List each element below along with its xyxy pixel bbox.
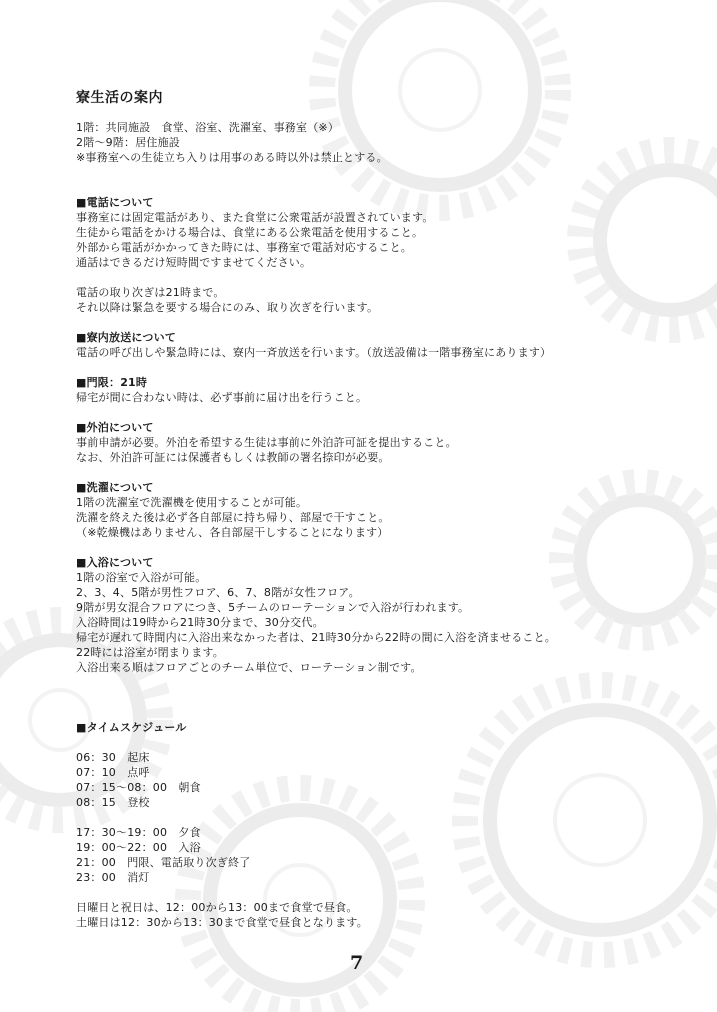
guide-section bbox=[76, 825, 686, 885]
page-title: 寮生活の案内 bbox=[76, 90, 163, 106]
section-heading: ■寮内放送について bbox=[76, 331, 176, 344]
blank-line bbox=[76, 465, 686, 480]
text-line: 帰宅が遅れて時間内に入浴出来なかった者は、21時30分から22時の間に入浴を済ませること。 bbox=[76, 631, 556, 644]
text-line: 事前申請が必要。外泊を希望する生徒は事前に外泊許可証を提出すること。 bbox=[76, 436, 457, 449]
text-line: 1階：共同施設 食堂、浴室、洗濯室、事務室（※） bbox=[76, 121, 340, 134]
text-line: 電話の取り次ぎは21時まで。 bbox=[76, 286, 225, 299]
text-line: 電話の呼び出しや緊急時には、寮内一斉放送を行います。（放送設備は一階事務室にあります） bbox=[76, 346, 552, 359]
text-line: 外部から電話がかかってきた時には、事務室で電話対応すること。 bbox=[76, 241, 412, 254]
blank-line bbox=[76, 540, 686, 555]
text-line: ※事務室への生徒立ち入りは用事のある時以外は禁止とする。 bbox=[76, 151, 388, 164]
guide-section bbox=[76, 750, 686, 810]
text-line: 07：10 点呼 bbox=[76, 766, 150, 779]
section-heading: ■洗濯について bbox=[76, 481, 154, 494]
blank-line bbox=[76, 885, 686, 900]
text-line: 9階が男女混合フロアにつき、5チームのローテーションで入浴が行われます。 bbox=[76, 601, 470, 614]
text-line: （※乾燥機はありません、各自部屋干しすることになります） bbox=[76, 526, 389, 539]
text-line: 1階の浴室で入浴が可能。 bbox=[76, 571, 207, 584]
guide-section bbox=[76, 480, 686, 540]
blank-line bbox=[76, 675, 686, 690]
text-line: 2階～9階：居住施設 bbox=[76, 136, 180, 149]
guide-content bbox=[76, 120, 686, 930]
guide-section bbox=[76, 555, 686, 675]
text-line: 土曜日は12：30から13：30まで食堂で昼食となります。 bbox=[76, 916, 368, 929]
text-line: 2、3、4、5階が男性フロア、6、7、8階が女性フロア。 bbox=[76, 586, 360, 599]
blank-line bbox=[76, 405, 686, 420]
guide-section bbox=[76, 375, 686, 405]
text-line: それ以降は緊急を要する場合にのみ、取り次ぎを行います。 bbox=[76, 301, 379, 314]
section-heading: ■電話について bbox=[76, 196, 154, 209]
text-line: 事務室には固定電話があり、また食堂に公衆電話が設置されています。 bbox=[76, 211, 434, 224]
guide-section bbox=[76, 285, 686, 315]
blank-line bbox=[76, 315, 686, 330]
blank-line bbox=[76, 270, 686, 285]
section-heading: ■門限：21時 bbox=[76, 376, 148, 389]
text-line: 19：00～22：00 入浴 bbox=[76, 841, 201, 854]
guide-section bbox=[76, 330, 686, 360]
text-line: 生徒から電話をかける場合は、食堂にある公衆電話を使用すること。 bbox=[76, 226, 424, 239]
text-line: 17：30～19：00 夕食 bbox=[76, 826, 201, 839]
page-number: 7 bbox=[350, 952, 364, 974]
text-line: 入浴時間は19時から21時30分まで、30分交代。 bbox=[76, 616, 324, 629]
text-line: 洗濯を終えた後は必ず各自部屋に持ち帰り、部屋で干すこと。 bbox=[76, 511, 390, 524]
text-line: 日曜日と祝日は、12：00から13：00まで食堂で昼食。 bbox=[76, 901, 358, 914]
blank-line bbox=[76, 360, 686, 375]
blank-line bbox=[76, 735, 686, 750]
text-line: 22時には浴室が閉まります。 bbox=[76, 646, 224, 659]
guide-section bbox=[76, 120, 686, 165]
text-line: 通話はできるだけ短時間ですませてください。 bbox=[76, 256, 312, 269]
text-line: 07：15～08：00 朝食 bbox=[76, 781, 201, 794]
guide-section bbox=[76, 195, 686, 270]
blank-line bbox=[76, 180, 686, 195]
section-heading: ■タイムスケジュール bbox=[76, 721, 187, 734]
guide-section bbox=[76, 420, 686, 465]
text-line: 08：15 登校 bbox=[76, 796, 150, 809]
text-line: 帰宅が間に合わない時は、必ず事前に届け出を行うこと。 bbox=[76, 391, 368, 404]
section-heading: ■入浴について bbox=[76, 556, 154, 569]
section-heading: ■外泊について bbox=[76, 421, 154, 434]
blank-line bbox=[76, 810, 686, 825]
text-line: なお、外泊許可証には保護者もしくは教師の署名捺印が必要。 bbox=[76, 451, 390, 464]
text-line: 23：00 消灯 bbox=[76, 871, 150, 884]
text-line: 入浴出来る順はフロアごとのチーム単位で、ローテーション制です。 bbox=[76, 661, 422, 674]
text-line: 06：30 起床 bbox=[76, 751, 150, 764]
text-line: 1階の洗濯室で洗濯機を使用することが可能。 bbox=[76, 496, 308, 509]
guide-section bbox=[76, 900, 686, 930]
guide-section bbox=[76, 720, 686, 735]
blank-line bbox=[76, 705, 686, 720]
blank-line bbox=[76, 690, 686, 705]
text-line: 21：00 門限、電話取り次ぎ終了 bbox=[76, 856, 251, 869]
blank-line bbox=[76, 165, 686, 180]
